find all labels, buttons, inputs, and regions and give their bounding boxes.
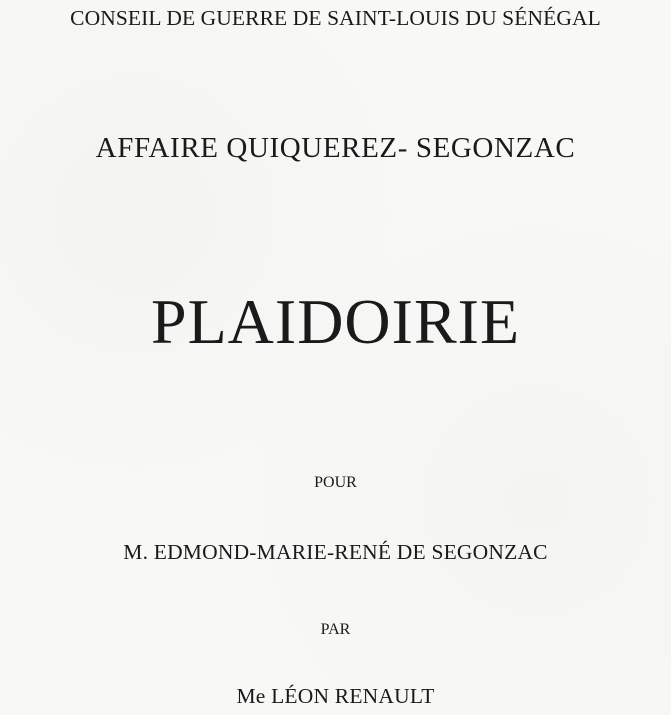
document-title: PLAIDOIRIE	[150, 286, 521, 357]
for-label: POUR	[314, 474, 357, 491]
lawyer-name: Me LÉON RENAULT	[236, 684, 435, 708]
by-label: PAR	[320, 621, 351, 638]
affair-heading: AFFAIRE QUIQUEREZ- SEGONZAC	[95, 132, 576, 164]
court-heading: CONSEIL DE GUERRE DE SAINT-LOUIS DU SÉNÉGAL	[70, 6, 601, 30]
client-name: M. EDMOND-MARIE-RENÉ DE SEGONZAC	[123, 540, 548, 564]
